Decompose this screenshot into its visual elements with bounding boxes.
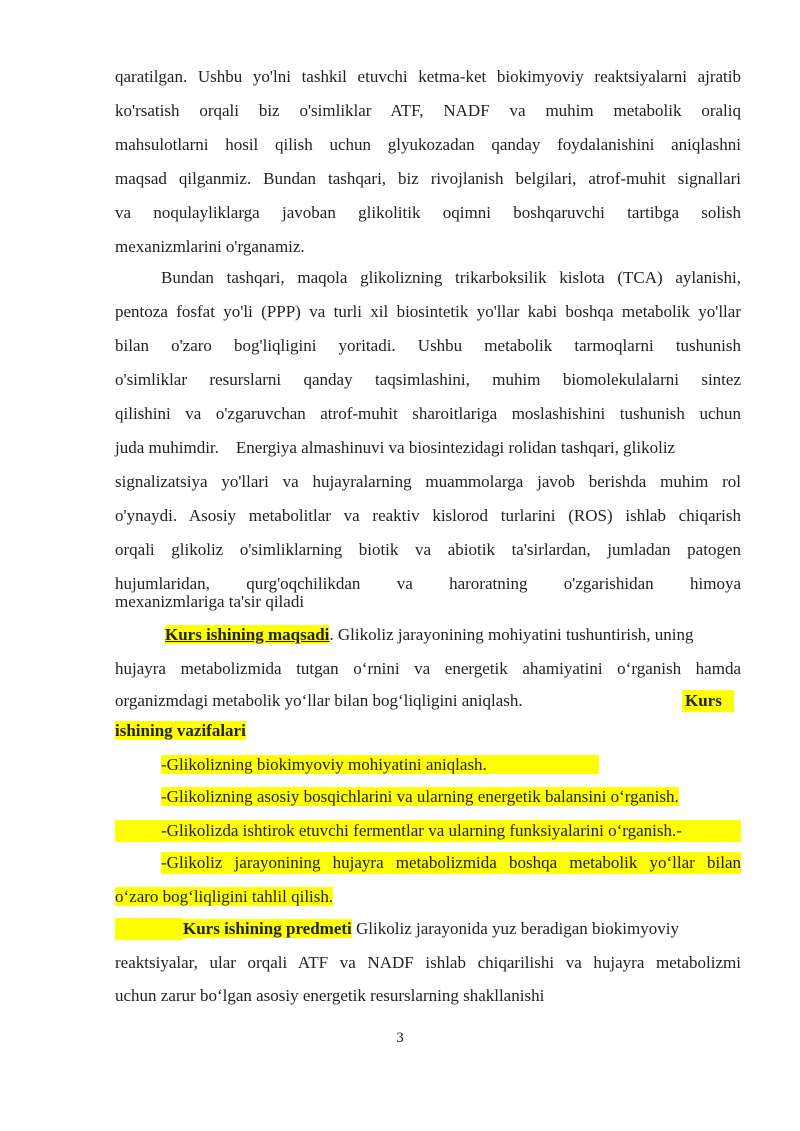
text-line: mexanizmlarini o'rganamiz. <box>115 237 305 256</box>
text-line: o'simliklar resurslarni qanday taqsimlashini, muhim biomolekulalarni sintez <box>115 370 741 389</box>
text-line: orqali glikoliz o'simliklarning biotik va abiotik ta'sirlardan, jumladan patogen <box>115 540 741 559</box>
task-text: -Glikolizda ishtirok etuvchi fermentlar va ularning funksiyalarini o‘rganish.- <box>161 821 682 840</box>
task-text: -Glikolizning asosiy bosqichlarini va ularning energetik balansini o‘rganish. <box>161 787 679 806</box>
task-text: -Glikolizning biokimyoviy mohiyatini aniqlash. <box>161 755 599 774</box>
purpose-line-3 <box>115 690 741 712</box>
text-line: Bundan tashqari, maqola glikolizning trikarboksilik kislota (TCA) aylanishi, <box>161 268 741 287</box>
text-line: mahsulotlarni hosil qilish uchun glyukozadan qanday foydalanishini aniqlashni <box>115 135 741 154</box>
tasks-heading-line <box>115 720 741 742</box>
highlight-indent <box>115 918 183 940</box>
text-line: reaktsiyalar, ular orqali ATF va NADF ishlab chiqarilishi va hujayra metabolizmi <box>115 953 741 972</box>
text-line: uchun zarur bo‘lgan asosiy energetik resurslarning shakllanishi <box>115 986 545 1005</box>
task-text: o‘zaro bog‘liqligini tahlil qilish. <box>115 887 334 906</box>
text-line: maqsad qilganmiz. Bundan tashqari, biz rivojlanish belgilari, atrof-muhit signallari <box>115 169 741 188</box>
subject-line <box>115 918 741 940</box>
text-line: o'ynaydi. Asosiy metabolitlar va reaktiv kislorod turlarini (ROS) ishlab chiqarish <box>115 506 741 525</box>
text-line: va noqulayliklarga javoban glikolitik oqimni boshqaruvchi tartibga solish <box>115 203 741 222</box>
tasks-heading-part2: ishining vazifalari <box>115 721 246 740</box>
text-line: pentoza fosfat yo'li (PPP) va turli xil biosintetik yo'llar kabi boshqa metabolik yo'llar <box>115 302 741 321</box>
task-text: -Glikoliz jarayonining hujayra metabolizmida boshqa metabolik yo‘llar bilan <box>161 853 741 872</box>
purpose-heading: Kurs ishining maqsadi <box>165 625 330 644</box>
task-line <box>161 852 741 874</box>
purpose-line <box>165 624 741 646</box>
tasks-heading-part1: Kurs <box>682 690 734 712</box>
text-line: hujumlaridan, qurg'oqchilikdan va haroratning o'zgarishidan himoya <box>115 574 741 593</box>
task-line <box>115 820 741 842</box>
text-line: hujayra metabolizmida tutgan o‘rnini va energetik ahamiyatini o‘rganish hamda <box>115 659 741 678</box>
purpose-text: . Glikoliz jarayonining mohiyatini tushuntirish, uning <box>329 625 694 644</box>
task-line <box>161 754 741 776</box>
text-line: bilan o'zaro bog'liqligini yoritadi. Ushbu metabolik tarmoqlarni tushunish <box>115 336 741 355</box>
subject-text: Glikoliz jarayonida yuz beradigan biokimyoviy <box>351 919 679 938</box>
text-line: signalizatsiya yo'llari va hujayralarning muammolarga javob berishda muhim rol <box>115 472 741 491</box>
purpose-text: organizmdagi metabolik yo‘llar bilan bog‘liqligini aniqlash. <box>115 691 523 710</box>
text-line: ko'rsatish orqali biz o'simliklar ATF, NADF va muhim metabolik oraliq <box>115 101 741 120</box>
task-line <box>161 786 741 808</box>
text-line: qilishini va o'zgaruvchan atrof-muhit sharoitlariga moslashishini tushunish uchun <box>115 404 741 423</box>
page-number: 3 <box>396 1030 404 1046</box>
text-line: juda muhimdir. Energiya almashinuvi va biosintezidagi rolidan tashqari, glikoliz <box>115 438 676 457</box>
text-line: mexanizmlariga ta'sir qiladi <box>115 592 305 611</box>
task-line <box>115 886 741 908</box>
text-line: qaratilgan. Ushbu yo'lni tashkil etuvchi ketma-ket biokimyoviy reaktsiyalarni ajratib <box>115 67 741 86</box>
subject-heading: Kurs ishining predmeti <box>183 919 352 938</box>
